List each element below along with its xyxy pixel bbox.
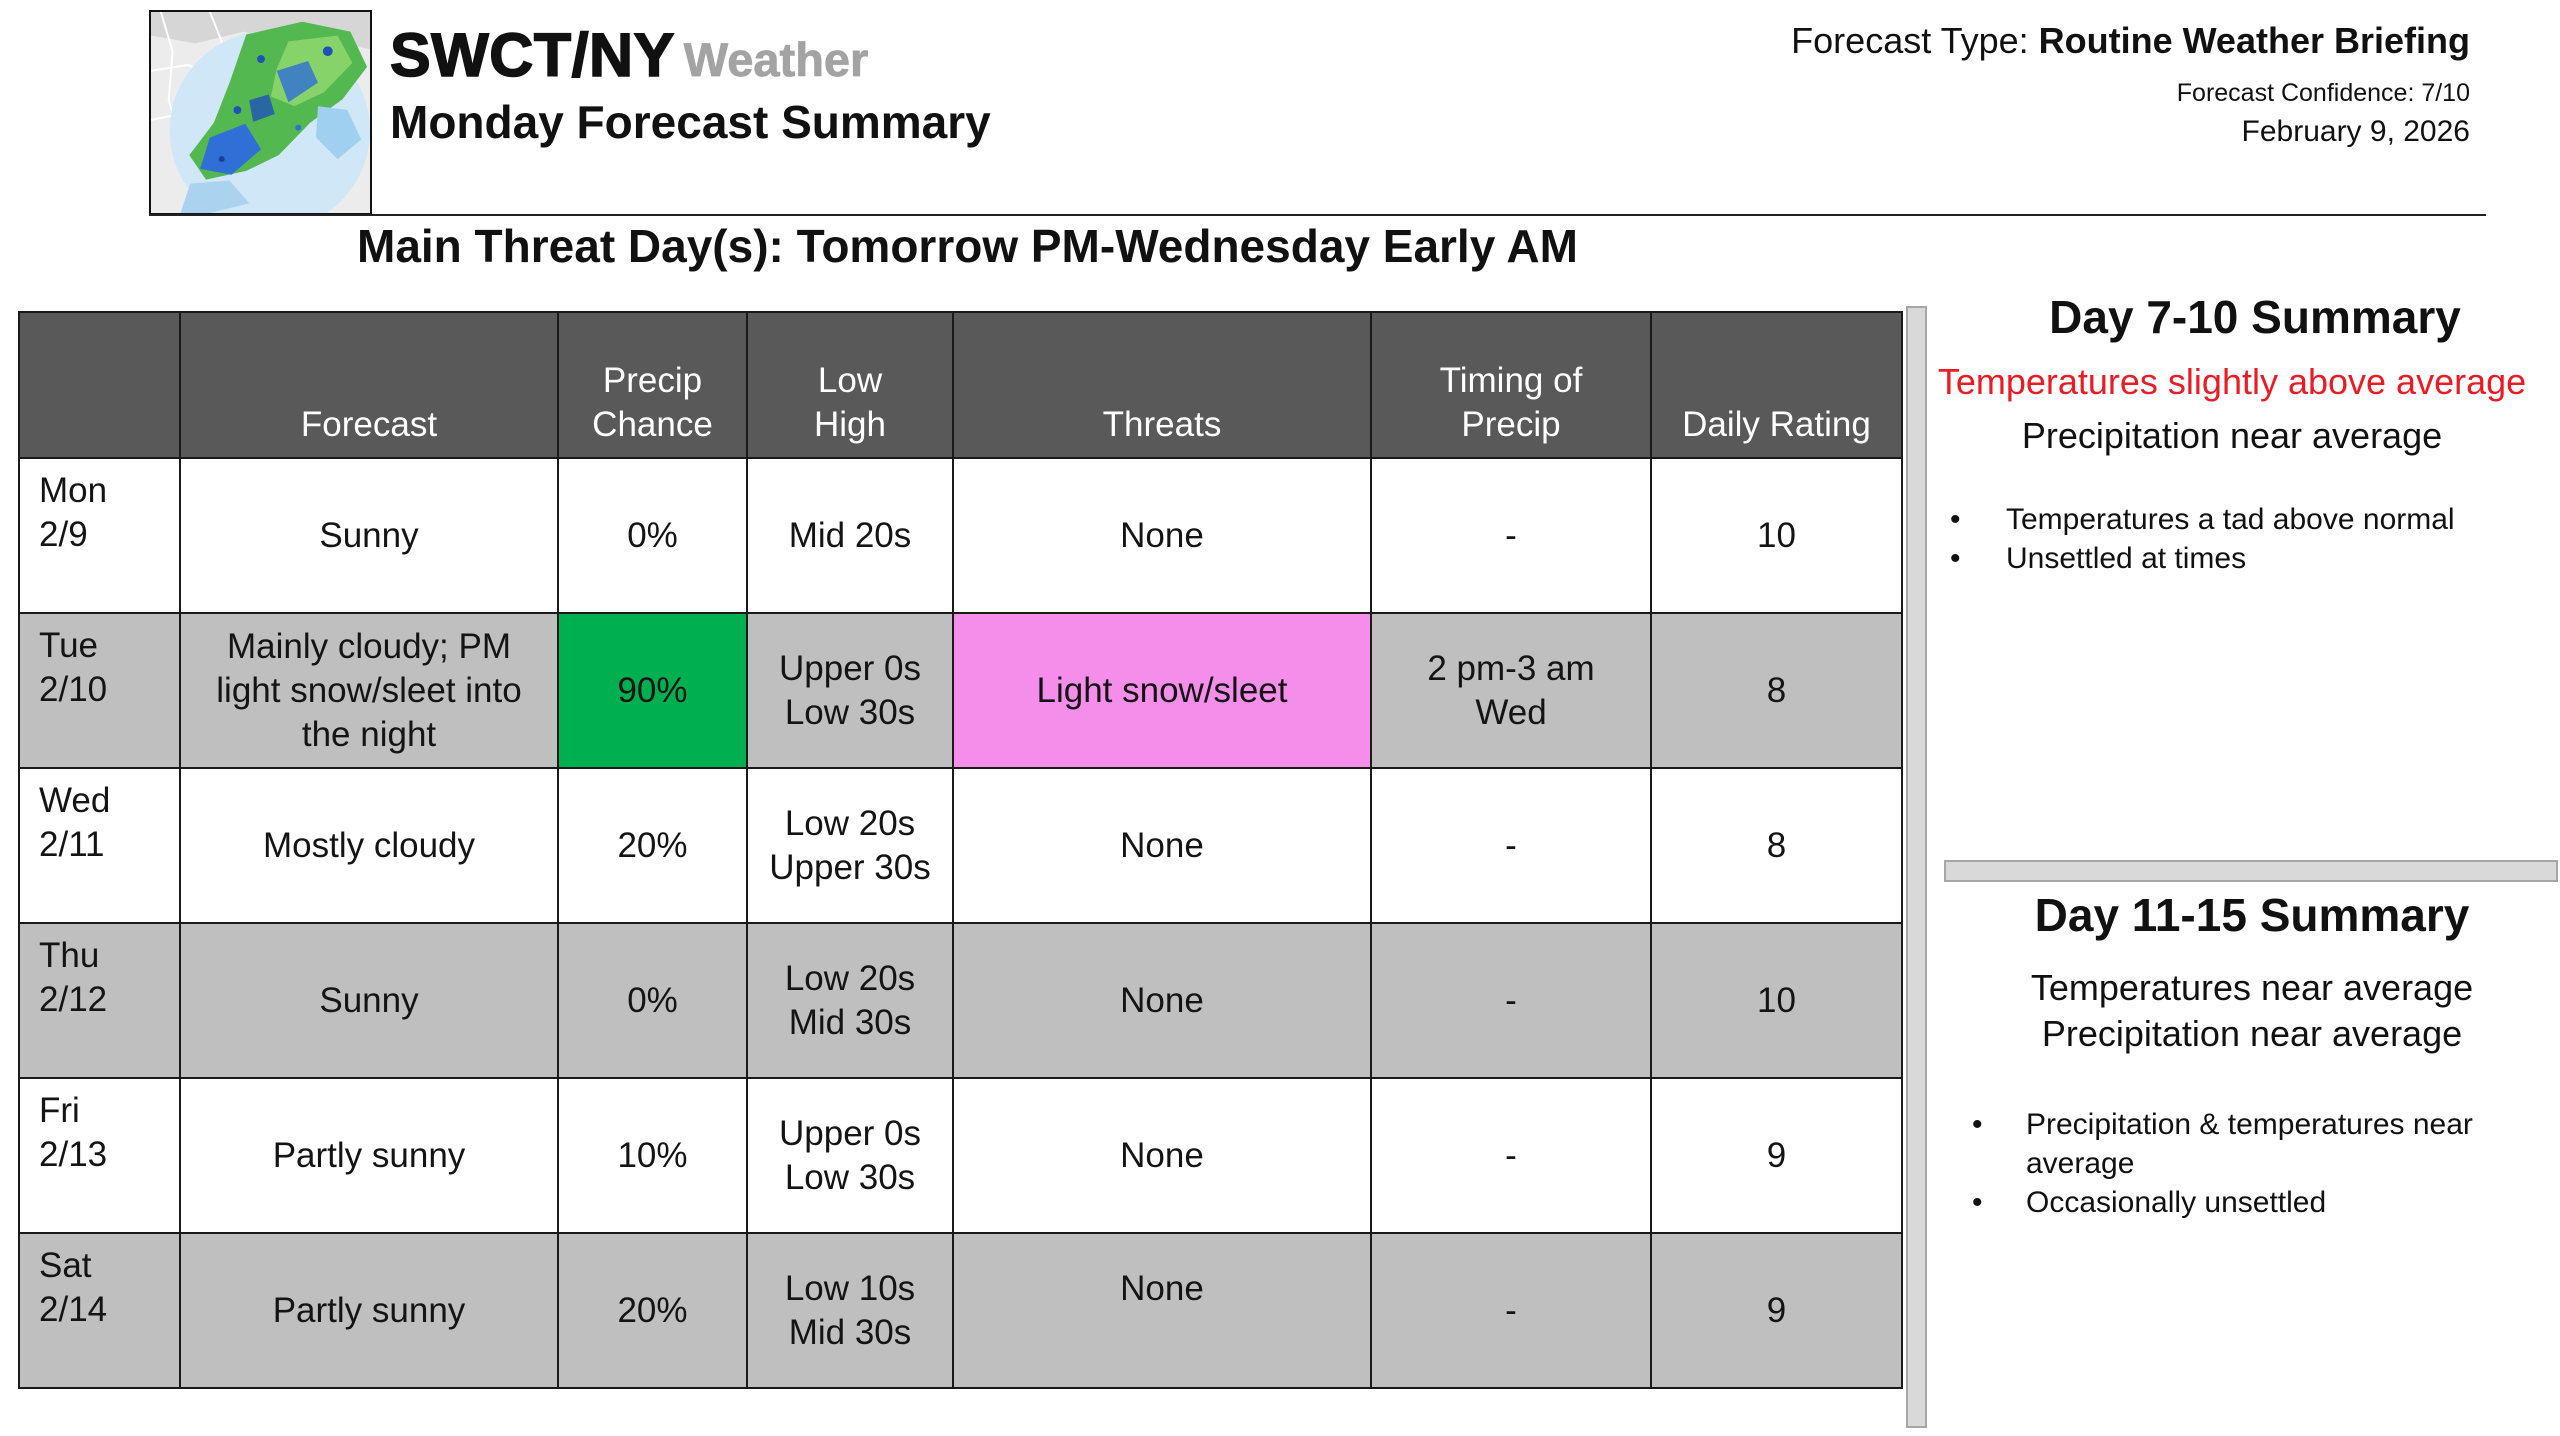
precip-chance-cell: 0% <box>558 923 747 1078</box>
table-row <box>19 458 1902 613</box>
precip-chance-cell: 10% <box>558 1078 747 1233</box>
forecast-cell: Partly sunny <box>180 1078 558 1233</box>
table-header-row <box>19 312 1902 458</box>
forecast-table <box>18 311 1903 1389</box>
forecast-type <box>1791 20 2470 62</box>
brand-name: SWCT/NY <box>390 21 675 89</box>
day-7-10-title: Day 7-10 Summary <box>2049 291 2461 343</box>
precip-chance-cell-highlighted: 90% <box>558 613 747 768</box>
day-cell: Tue 2/10 <box>19 613 180 768</box>
header-forecast: Forecast <box>180 312 558 458</box>
threats-cell: None <box>953 1078 1371 1233</box>
table-row <box>19 768 1902 923</box>
forecast-type-value: Routine Weather Briefing <box>2038 20 2470 61</box>
forecast-cell: Sunny <box>180 923 558 1078</box>
day-cell: Thu 2/12 <box>19 923 180 1078</box>
threats-cell: None <box>953 1233 1371 1388</box>
day-cell: Sat 2/14 <box>19 1233 180 1388</box>
forecast-date: February 9, 2026 <box>2241 115 2470 148</box>
table-row <box>19 1233 1902 1388</box>
threats-cell: None <box>953 768 1371 923</box>
daily-rating-cell: 9 <box>1651 1078 1902 1233</box>
daily-rating-cell: 8 <box>1651 613 1902 768</box>
brand-title <box>390 20 868 107</box>
radar-map-icon <box>149 10 372 215</box>
list-item: • Precipitation & temperatures near average <box>1972 1105 2510 1183</box>
list-item: • Temperatures a tad above normal <box>1950 500 2550 539</box>
forecast-confidence: Forecast Confidence: 7/10 <box>2176 79 2470 107</box>
list-item: • Unsettled at times <box>1950 539 2550 578</box>
timing-cell: - <box>1371 923 1651 1078</box>
header-precip-chance: Precip Chance <box>558 312 747 458</box>
page-subtitle: Monday Forecast Summary <box>390 96 991 148</box>
header-day <box>19 312 180 458</box>
table-row <box>19 923 1902 1078</box>
threats-cell-highlighted: Light snow/sleet <box>953 613 1371 768</box>
timing-cell: - <box>1371 458 1651 613</box>
forecast-cell: Sunny <box>180 458 558 613</box>
radar-map-graphic <box>151 12 370 213</box>
forecast-cell: Mainly cloudy; PM light snow/sleet into the night <box>180 613 558 768</box>
low-high-cell: Low 10s Mid 30s <box>747 1233 953 1388</box>
daily-rating-cell: 10 <box>1651 458 1902 613</box>
day-11-15-temperature-outlook: Temperatures near average <box>2030 967 2474 1008</box>
day-11-15-bullets <box>1972 1105 2510 1222</box>
timing-cell: - <box>1371 1233 1651 1388</box>
precip-chance-cell: 20% <box>558 1233 747 1388</box>
vertical-separator <box>1906 306 1927 1428</box>
low-high-cell: Upper 0s Low 30s <box>747 1078 953 1233</box>
header-low-high: Low High <box>747 312 953 458</box>
low-high-cell: Upper 0s Low 30s <box>747 613 953 768</box>
table-row <box>19 1078 1902 1233</box>
main-threat-heading: Main Threat Day(s): Tomorrow PM-Wednesday Early AM <box>357 220 1578 272</box>
day-7-10-temperature-outlook: Temperatures slightly above average <box>1937 361 2527 402</box>
list-item: • Occasionally unsettled <box>1972 1183 2510 1222</box>
precip-chance-cell: 0% <box>558 458 747 613</box>
day-7-10-precip-outlook: Precipitation near average <box>2021 415 2443 456</box>
timing-cell: 2 pm-3 am Wed <box>1371 613 1651 768</box>
forecast-cell: Mostly cloudy <box>180 768 558 923</box>
low-high-cell: Low 20s Upper 30s <box>747 768 953 923</box>
day-cell: Fri 2/13 <box>19 1078 180 1233</box>
header-divider <box>149 214 2486 216</box>
forecast-type-label: Forecast Type: <box>1791 20 2029 61</box>
day-cell: Wed 2/11 <box>19 768 180 923</box>
day-11-15-precip-outlook: Precipitation near average <box>2041 1013 2463 1054</box>
day-cell: Mon 2/9 <box>19 458 180 613</box>
day-7-10-bullets <box>1950 500 2550 578</box>
table-row <box>19 613 1902 768</box>
threats-cell: None <box>953 458 1371 613</box>
header-timing: Timing of Precip <box>1371 312 1651 458</box>
day-11-15-title: Day 11-15 Summary <box>2034 889 2470 941</box>
brand-suffix: Weather <box>683 33 869 86</box>
horizontal-separator <box>1944 860 2558 882</box>
header-threats: Threats <box>953 312 1371 458</box>
daily-rating-cell: 9 <box>1651 1233 1902 1388</box>
daily-rating-cell: 10 <box>1651 923 1902 1078</box>
daily-rating-cell: 8 <box>1651 768 1902 923</box>
threats-cell: None <box>953 923 1371 1078</box>
precip-chance-cell: 20% <box>558 768 747 923</box>
low-high-cell: Low 20s Mid 30s <box>747 923 953 1078</box>
timing-cell: - <box>1371 1078 1651 1233</box>
header-daily-rating: Daily Rating <box>1651 312 1902 458</box>
low-high-cell: Mid 20s <box>747 458 953 613</box>
timing-cell: - <box>1371 768 1651 923</box>
forecast-cell: Partly sunny <box>180 1233 558 1388</box>
